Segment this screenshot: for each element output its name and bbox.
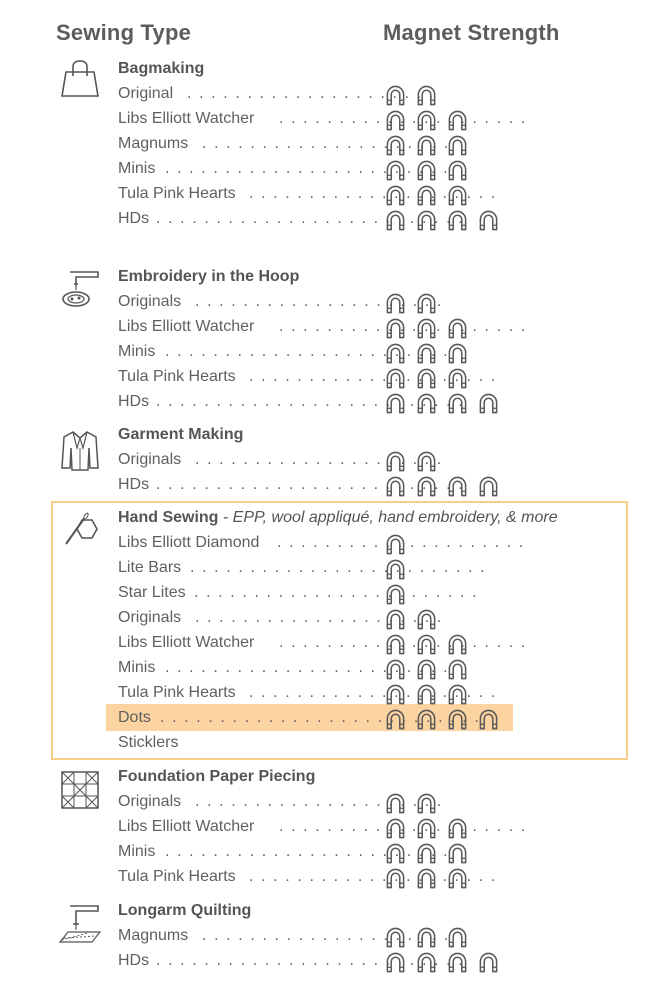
leader-dots: . . . . . . . . . . . . . . . . . . . . . [279,634,527,651]
magnet-icon [447,684,468,705]
leader-dots: . . . . . . . . . . . . . . . . . . . . . [202,927,450,944]
magnet-row [118,110,527,132]
leader-dots: . . . . . . . . . . . . . . . . . . . . . . . . [165,659,450,676]
magnet-icon [416,368,437,389]
magnet-icon [385,293,406,314]
strength-magnets [385,868,478,889]
magnet-icon [416,135,437,156]
magnet-icon [416,451,437,472]
magnet-icon [385,451,406,472]
magnet-row [118,160,518,182]
embroidery-machine-icon [58,266,102,310]
leader-dots: . . . . . . . . . . . . . . . . . . . . . [187,85,435,102]
section-title [118,902,251,920]
magnet-icon [385,868,406,889]
leader-dots: . . . . . . . . . . . . . . . . . . . . . [195,793,443,810]
magnet-icon [385,534,406,555]
magnet-row [118,318,527,340]
leader-dots: . . . . . . . . . . . . . . . . . . . . . . . . [165,843,450,860]
strength-magnets [385,793,447,814]
strength-magnets [385,584,416,605]
magnet-icon [416,927,437,948]
magnet-icon [385,368,406,389]
magnet-row [118,584,518,606]
strength-magnets [385,559,416,580]
magnet-icon [447,160,468,181]
longarm-machine-icon [58,902,102,946]
magnet-icon [447,210,468,231]
magnet-icon [416,343,437,364]
magnet-icon [416,793,437,814]
magnet-row [118,476,518,498]
leader-dots: . . . . . . . . . . . . . . . . . . . . . [202,135,450,152]
magnet-icon [385,818,406,839]
magnet-icon [416,393,437,414]
magnet-icon [416,818,437,839]
magnet-icon [416,634,437,655]
strength-magnets [385,393,509,414]
magnet-icon [385,185,406,206]
magnet-icon [447,110,468,131]
leader-dots: . . . . . . . . . . . . . . . . . . . . . . . . [194,584,479,601]
magnet-icon [447,868,468,889]
magnet-icon [447,135,468,156]
magnet-name: Original [118,85,174,102]
magnet-icon [385,343,406,364]
magnet-name: Libs Elliott Watcher [118,634,255,651]
strength-magnets [385,684,478,705]
leader-dots: . . . . . . . . . . . . . . . . . . . . . [277,534,525,551]
magnet-name: HDs [118,952,150,969]
magnet-name: Tula Pink Hearts [118,185,236,202]
strength-magnets [385,709,509,730]
magnet-name: Originals [118,793,182,810]
section-title-text: Garment Making [118,426,244,443]
magnet-name: Sticklers [118,734,179,751]
magnet-icon [385,85,406,106]
magnet-icon [385,318,406,339]
magnet-name: Libs Elliott Watcher [118,110,255,127]
leader-dots: . . . . . . . . . . . . . . . . . . . . . [279,110,527,127]
magnet-icon [416,659,437,680]
strength-magnets [385,135,478,156]
magnet-name: Minis [118,343,156,360]
strength-magnets [385,609,447,630]
leader-dots: . . . . . . . . . . . . . . . . . . . . . [249,185,497,202]
magnet-icon [385,110,406,131]
magnet-icon [416,952,437,973]
leader-dots: . . . . . . . . . . . . . . . . . . . . . [279,818,527,835]
leader-dots: . . . . . . . . . . . . . . . . . . . . . [195,609,443,626]
leader-dots: . . . . . . . . . . . . . . . . . . . . . . . . [165,343,450,360]
leader-dots: . . . . . . . . . . . . . . . . . . . . . [195,451,443,468]
magnet-icon [385,476,406,497]
magnet-name: Magnums [118,135,189,152]
magnet-name: Tula Pink Hearts [118,868,236,885]
magnet-icon [447,927,468,948]
magnet-name: Minis [118,843,156,860]
magnet-icon [447,818,468,839]
leader-dots: . . . . . . . . . . . . . . . . . . . . . . . . . . [156,952,465,969]
magnet-icon [385,584,406,605]
magnet-icon [385,927,406,948]
section-title-text: Longarm Quilting [118,902,252,919]
strength-magnets [385,368,478,389]
strength-magnets [385,343,478,364]
magnet-row [118,185,518,207]
leader-dots: . . . . . . . . . . . . . . . . . . . . . . . . . [190,559,487,576]
strength-magnets [385,160,478,181]
magnet-icon [447,952,468,973]
magnet-name: Libs Elliott Diamond [118,534,260,551]
magnet-name: HDs [118,210,150,227]
magnet-icon [478,393,499,414]
strength-magnets [385,818,478,839]
leader-dots: . . . . . . . . . . . . . . . . . . . . . . . . . . [156,393,465,410]
magnet-icon [416,318,437,339]
magnet-row [118,293,518,315]
magnet-icon [385,609,406,630]
magnet-row [118,85,518,107]
magnet-icon [385,160,406,181]
section-title [118,426,243,444]
magnet-icon [447,476,468,497]
magnet-icon [416,110,437,131]
magnet-icon [416,476,437,497]
magnet-icon [385,210,406,231]
magnet-icon [416,609,437,630]
magnet-icon [385,634,406,655]
strength-magnets [385,293,447,314]
magnet-icon [447,659,468,680]
magnet-icon [416,85,437,106]
leader-dots: . . . . . . . . . . . . . . . . . . . . . [249,684,497,701]
quilt-block-icon [58,768,102,812]
magnet-icon [385,559,406,580]
magnet-icon [385,659,406,680]
magnet-row [118,818,527,840]
magnet-name: Magnums [118,927,189,944]
magnet-icon [447,343,468,364]
section-title [118,768,315,786]
magnet-row [118,843,518,865]
magnet-icon [385,684,406,705]
magnet-row [118,709,518,731]
magnet-name: Tula Pink Hearts [118,684,236,701]
strength-magnets [385,210,509,231]
strength-magnets [385,952,509,973]
magnet-icon [478,952,499,973]
magnet-icon [447,185,468,206]
leader-dots: . . . . . . . . . . . . . . . . . . . . . [249,368,497,385]
strength-magnets [385,185,478,206]
strength-magnets [385,476,509,497]
magnet-icon [385,709,406,730]
section-title [118,509,558,527]
magnet-name: HDs [118,393,150,410]
magnet-icon [385,843,406,864]
magnet-row [118,393,518,415]
magnet-icon [447,843,468,864]
magnet-icon [385,393,406,414]
header-magnet-strength: Magnet Strength [383,20,560,45]
magnet-icon [478,210,499,231]
strength-magnets [385,451,447,472]
magnet-icon [447,318,468,339]
magnet-icon [416,709,437,730]
section-title-text: Bagmaking [118,60,205,77]
magnet-icon [416,843,437,864]
leader-dots: . . . . . . . . . . . . . . . . . . . . . . . . . . [156,210,465,227]
magnet-row [118,534,525,556]
magnet-row [118,659,518,681]
strength-magnets [385,843,478,864]
magnet-row [118,952,518,974]
magnet-name: Libs Elliott Watcher [118,818,255,835]
magnet-name: Star Lites [118,584,186,601]
leader-dots: . . . . . . . . . . . . . . . . . . . . . . . . . . [156,476,465,493]
magnet-icon [385,793,406,814]
magnet-icon [416,868,437,889]
magnet-row [118,451,518,473]
magnet-icon [447,709,468,730]
leader-dots: . . . . . . . . . . . . . . . . . . . . . [249,868,497,885]
section-title [118,60,204,78]
strength-magnets [385,318,478,339]
strength-magnets [385,85,447,106]
magnet-row [118,559,518,581]
leader-dots: . . . . . . . . . . . . . . . . . . . . . . . . . . . [160,709,481,726]
magnet-row [118,343,518,365]
magnet-icon [447,393,468,414]
magnet-icon [385,135,406,156]
magnet-icon [416,160,437,181]
magnet-icon [416,210,437,231]
magnet-name: Dots [118,709,151,726]
magnet-row [118,868,518,890]
section-subtitle: - EPP, wool appliqué, hand embroidery, & more [218,509,558,526]
section-title-text: Foundation Paper Piecing [118,768,316,785]
magnet-row [118,609,518,631]
leader-dots: . . . . . . . . . . . . . . . . . . . . . . . . [165,160,450,177]
strength-magnets [385,634,478,655]
magnet-row [118,135,518,157]
magnet-icon [416,293,437,314]
magnet-row [118,734,518,756]
strength-magnets [385,927,478,948]
bag-icon [58,58,102,102]
header-sewing-type: Sewing Type [56,20,192,45]
magnet-row [118,927,518,949]
magnet-name: Minis [118,659,156,676]
magnet-row [118,368,518,390]
magnet-name: Libs Elliott Watcher [118,318,255,335]
magnet-name: HDs [118,476,150,493]
magnet-icon [416,684,437,705]
magnet-name: Minis [118,160,156,177]
magnet-icon [447,368,468,389]
strength-magnets [385,110,478,131]
section-title-text: Hand Sewing [118,509,219,526]
magnet-name: Originals [118,609,182,626]
leader-dots: . . . . . . . . . . . . . . . . . . . . . [195,293,443,310]
strength-magnets [385,659,478,680]
magnet-name: Originals [118,293,182,310]
strength-magnets [385,534,416,555]
magnet-name: Originals [118,451,182,468]
magnet-row [118,634,527,656]
magnet-name: Lite Bars [118,559,182,576]
magnet-icon [416,185,437,206]
magnet-icon [478,476,499,497]
magnet-icon [385,952,406,973]
leader-dots: . . . . . . . . . . . . . . . . . . . . . [279,318,527,335]
jacket-icon [58,428,102,472]
magnet-icon [447,634,468,655]
magnet-row [118,793,518,815]
needle-hexagon-icon [58,508,102,552]
magnet-name: Tula Pink Hearts [118,368,236,385]
section-title-text: Embroidery in the Hoop [118,268,300,285]
section-title [118,268,299,286]
magnet-row [118,684,518,706]
magnet-icon [478,709,499,730]
magnet-row [118,210,518,232]
